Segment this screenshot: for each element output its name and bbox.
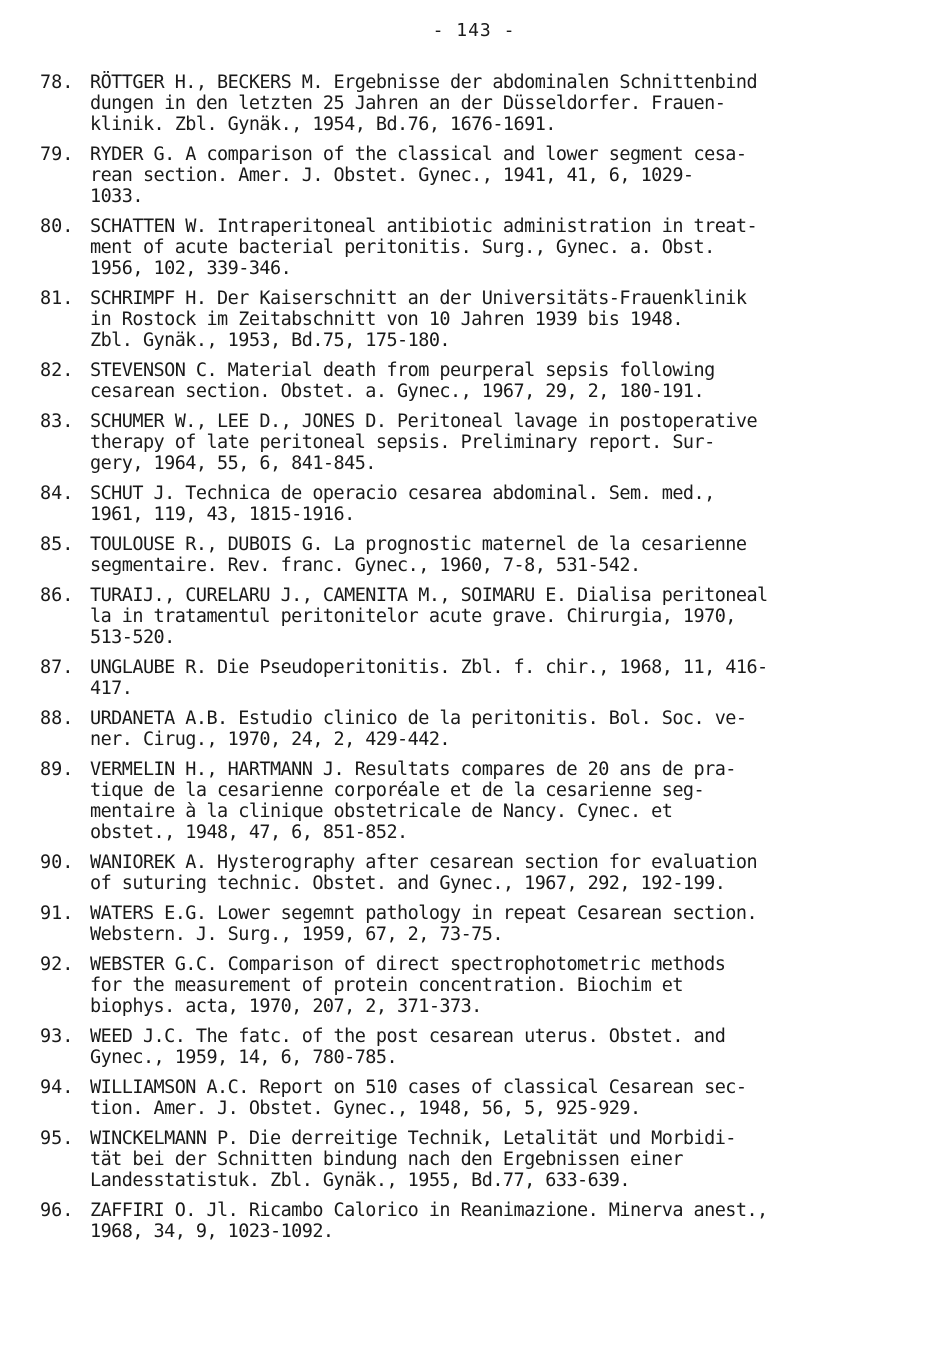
reference-entry (40, 852, 910, 894)
reference-entry (40, 411, 910, 474)
reference-entry (40, 1200, 910, 1242)
reference-number: 79. (40, 144, 74, 165)
reference-entry (40, 903, 910, 945)
reference-text: SCHUT J. Technica de operacio cesarea abdominal. Sem. med., 1961, 119, 43, 1815-1916. (90, 483, 715, 525)
reference-number: 95. (40, 1128, 74, 1149)
reference-entry (40, 483, 910, 525)
reference-text: SCHUMER W., LEE D., JONES D. Peritoneal lavage in postoperative therapy of late peritoneal sepsis. Preliminary report. Sur- gery, 1964, 55, 6, 841-845. (90, 411, 758, 474)
reference-entry (40, 216, 910, 279)
reference-number: 96. (40, 1200, 74, 1221)
reference-text: RÖTTGER H., BECKERS M. Ergebnisse der abdominalen Schnittenbind dungen in den letzten 25 Jahren an der Düsseldorfer. Frauen- klinik. Zbl. Gynäk., 1954, Bd.76, 1676-1691. (90, 72, 758, 135)
reference-text: URDANETA A.B. Estudio clinico de la peritonitis. Bol. Soc. ve- ner. Cirug., 1970, 24, 2, 429-442. (90, 708, 747, 750)
reference-number: 90. (40, 852, 74, 873)
reference-list (40, 72, 910, 1251)
reference-text: UNGLAUBE R. Die Pseudoperitonitis. Zbl. f. chir., 1968, 11, 416- 417. (90, 657, 768, 699)
reference-entry (40, 1077, 910, 1119)
reference-entry (40, 1128, 910, 1191)
reference-text: VERMELIN H., HARTMANN J. Resultats compares de 20 ans de pra- tique de la cesarienne corporéale et de la cesarienne seg- mentaire à la clinique obstetricale de Nancy. Cynec. et obstet., 1948, 47, 6, 851-852. (90, 759, 736, 843)
reference-number: 78. (40, 72, 74, 93)
reference-text: TURAIJ., CURELARU J., CAMENITA M., SOIMARU E. Dialisa peritoneal la in tratamentul peritonitelor acute grave. Chirurgia, 1970, 513-520. (90, 585, 768, 648)
reference-number: 93. (40, 1026, 74, 1047)
reference-number: 85. (40, 534, 74, 555)
reference-number: 84. (40, 483, 74, 504)
reference-number: 91. (40, 903, 74, 924)
reference-number: 92. (40, 954, 74, 975)
reference-entry (40, 954, 910, 1017)
reference-text: WANIOREK A. Hysterography after cesarean section for evaluation of suturing technic. Obstet. and Gynec., 1967, 292, 192-199. (90, 852, 758, 894)
page-number: - 143 - (432, 20, 516, 41)
reference-number: 86. (40, 585, 74, 606)
reference-entry (40, 72, 910, 135)
reference-text: RYDER G. A comparison of the classical and lower segment cesa- rean section. Amer. J. Obstet. Gynec., 1941, 41, 6, 1029- 1033. (90, 144, 747, 207)
reference-entry (40, 657, 910, 699)
reference-text: WEBSTER G.C. Comparison of direct spectrophotometric methods for the measurement of protein concentration. Biochim et biophys. acta, 1970, 207, 2, 371-373. (90, 954, 726, 1017)
reference-text: WATERS E.G. Lower segemnt pathology in repeat Cesarean section. Webstern. J. Surg., 1959, 67, 2, 73-75. (90, 903, 758, 945)
reference-entry (40, 144, 910, 207)
reference-number: 88. (40, 708, 74, 729)
reference-text: ZAFFIRI O. Jl. Ricambo Calorico in Reanimazione. Minerva anest., 1968, 34, 9, 1023-1092. (90, 1200, 768, 1242)
reference-text: WEED J.C. The fatc. of the post cesarean uterus. Obstet. and Gynec., 1959, 14, 6, 780-785. (90, 1026, 726, 1068)
reference-number: 94. (40, 1077, 74, 1098)
reference-number: 89. (40, 759, 74, 780)
reference-text: WINCKELMANN P. Die derreitige Technik, Letalität und Morbidi- tät bei der Schnitten bindung nach den Ergebnissen einer Landesstatistuk. Zbl. Gynäk., 1955, Bd.77, 633-639. (90, 1128, 736, 1191)
reference-number: 81. (40, 288, 74, 309)
reference-entry (40, 360, 910, 402)
reference-entry (40, 759, 910, 843)
reference-number: 82. (40, 360, 74, 381)
reference-text: WILLIAMSON A.C. Report on 510 cases of classical Cesarean sec- tion. Amer. J. Obstet. Gynec., 1948, 56, 5, 925-929. (90, 1077, 747, 1119)
reference-text: STEVENSON C. Material death from peurperal sepsis following cesarean section. Obstet. a. Gynec., 1967, 29, 2, 180-191. (90, 360, 715, 402)
reference-text: TOULOUSE R., DUBOIS G. La prognostic maternel de la cesarienne segmentaire. Rev. franc. Gynec., 1960, 7-8, 531-542. (90, 534, 747, 576)
reference-text: SCHATTEN W. Intraperitoneal antibiotic administration in treat- ment of acute bacterial peritonitis. Surg., Gynec. a. Obst. 1956, 102, 339-346. (90, 216, 758, 279)
reference-text: SCHRIMPF H. Der Kaiserschnitt an der Universitäts-Frauenklinik in Rostock im Zeitabschnitt von 10 Jahren 1939 bis 1948. Zbl. Gynäk., 1953, Bd.75, 175-180. (90, 288, 747, 351)
reference-entry (40, 1026, 910, 1068)
reference-entry (40, 708, 910, 750)
reference-entry (40, 534, 910, 576)
reference-entry (40, 288, 910, 351)
reference-number: 87. (40, 657, 74, 678)
reference-entry (40, 585, 910, 648)
reference-number: 80. (40, 216, 74, 237)
reference-number: 83. (40, 411, 74, 432)
